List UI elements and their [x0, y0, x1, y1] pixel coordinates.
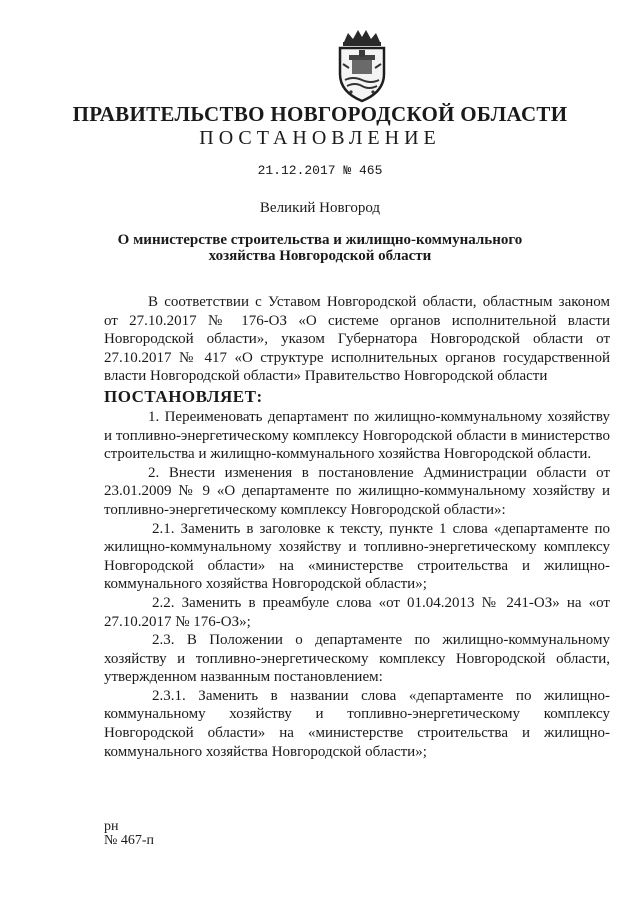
document-date-number: 21.12.2017 № 465 — [257, 163, 383, 178]
footer-note — [104, 820, 154, 848]
paragraph-1: 1. Переименовать департамент по жилищно-коммунальному хозяйству и топливно-энергетическому комплексу Новгородской области в министерство строительства и жилищно-коммунального хозяйства Новгородской области. — [104, 408, 610, 463]
document-type: ПОСТАНОВЛЕНИЕ — [199, 127, 441, 149]
city-name: Великий Новгород — [259, 200, 381, 216]
government-title: ПРАВИТЕЛЬСТВО НОВГОРОДСКОЙ ОБЛАСТИ — [72, 102, 568, 126]
footer-initials: рн — [104, 819, 119, 834]
paragraph-2-3-1: 2.3.1. Заменить в названии слова «департаменте по жилищно-коммунальному хозяйству и топливно-энергетическому комплексу Новгородской области» на «министерстве строительства и жилищно-коммунального хозяйства Новгородской области»; — [104, 687, 610, 760]
coat-of-arms-emblem — [331, 28, 393, 104]
document-body — [104, 293, 610, 761]
preamble-paragraph: В соответствии с Уставом Новгородской области, областным законом от 27.10.2017 № 176-ОЗ «О системе органов исполнительной власти Новгородской области», указом Губернатора Новгородской области от 27.10.2017 № 417 «О структуре исполнительных органов государственной власти Новгородской области» Правительство Новгородской области — [104, 294, 610, 385]
paragraph-2-2: 2.2. Заменить в преамбуле слова «от 01.04.2013 № 241-ОЗ» на «от 27.10.2017 № 176-ОЗ»; — [104, 594, 610, 630]
footer-internal-number: № 467-п — [104, 833, 155, 848]
paragraph-2-1: 2.1. Заменить в заголовке к тексту, пункте 1 слова «департаменте по жилищно-коммунальному хозяйству и топливно-энергетическому комплексу Новгородской области» на «министерстве строительства и жилищно-коммунального хозяйства Новгородской области»; — [104, 520, 610, 593]
resolves-heading: ПОСТАНОВЛЯЕТ: — [104, 386, 263, 406]
document-subject: О министерстве строительства и жилищно-коммунального хозяйства Новгородской области — [117, 232, 523, 264]
paragraph-2-3: 2.3. В Положении о департаменте по жилищно-коммунальному хозяйству и топливно-энергетическому комплексу Новгородской области, утвержденном названным постановлением: — [104, 632, 610, 686]
paragraph-2: 2. Внести изменения в постановление Администрации области от 23.01.2009 № 9 «О департаменте по жилищно-коммунальному хозяйству и топливно-энергетическому комплексу Новгородской области»: — [104, 464, 610, 518]
